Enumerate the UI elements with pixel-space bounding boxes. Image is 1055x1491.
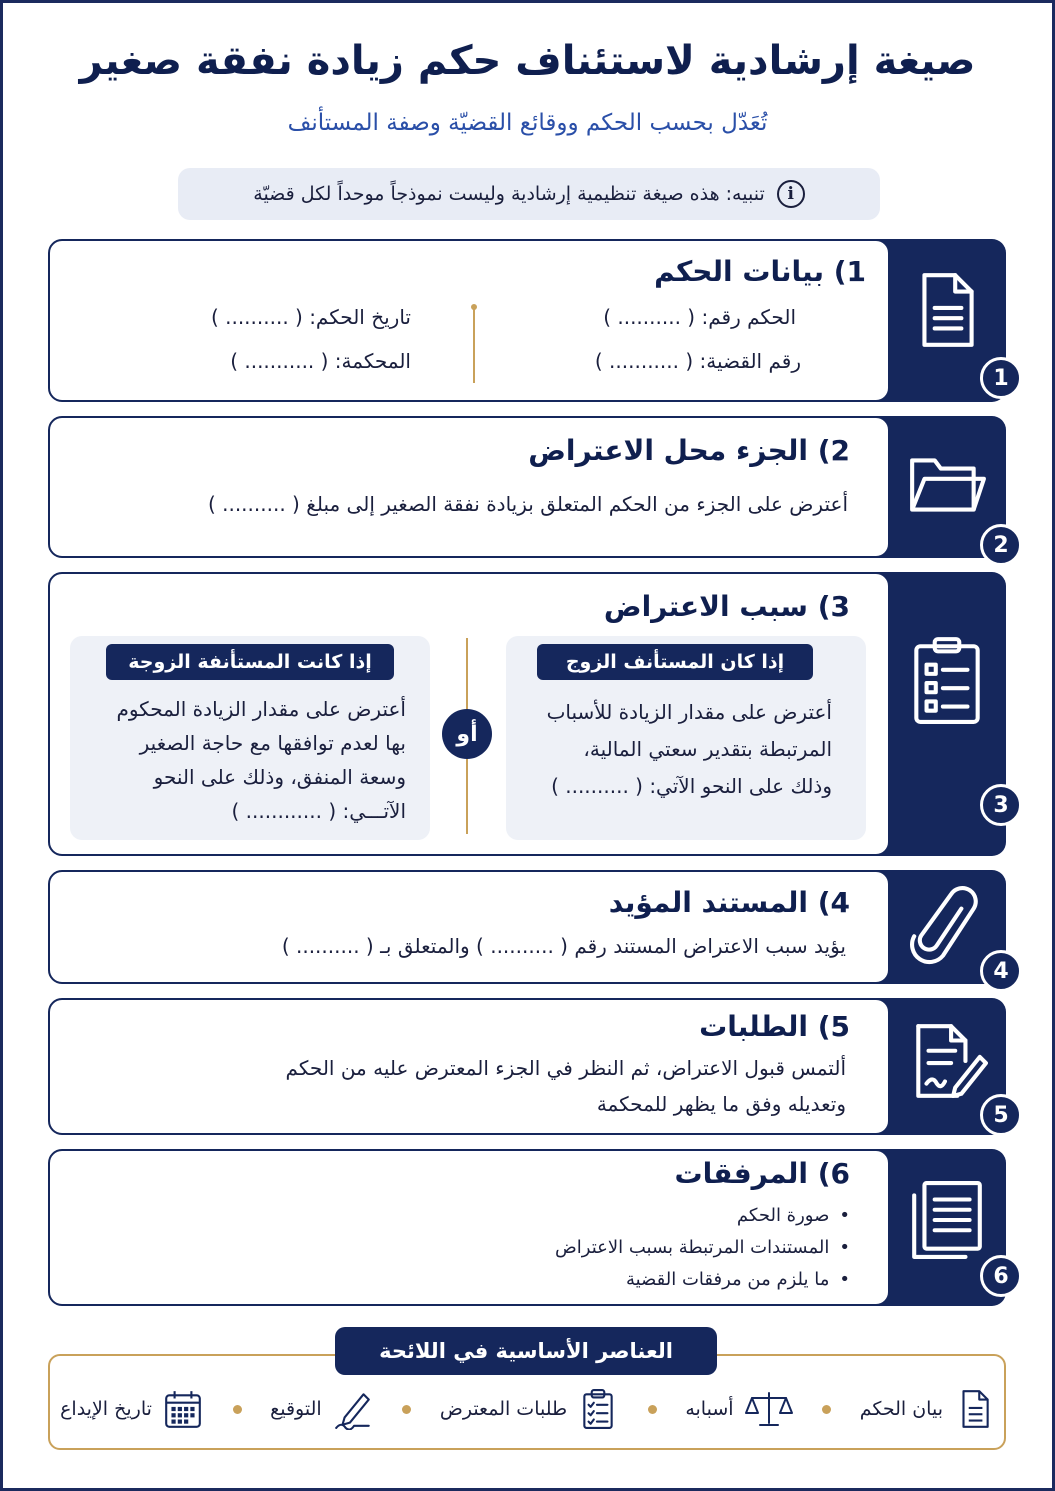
section-judgment-data	[48, 239, 1009, 402]
key-element-reasons	[685, 1388, 793, 1430]
section-title: 5) الطلبات	[699, 1010, 850, 1043]
husband-label: إذا كان المستأنف الزوج	[537, 644, 813, 680]
calendar-icon	[162, 1388, 204, 1430]
signature-pen-icon	[332, 1388, 374, 1430]
key-element-signature	[270, 1388, 374, 1430]
supporting-document-text: يؤيد سبب الاعتراض المستند رقم ( .......... ) والمتعلق بـ ( .......... )	[281, 934, 846, 958]
or-badge: أو	[442, 709, 492, 759]
section-number-badge: 6	[980, 1255, 1022, 1297]
list-item: • صورة الحكم	[555, 1199, 850, 1231]
key-elements-list	[60, 1386, 995, 1432]
section-number-badge: 5	[980, 1094, 1022, 1136]
notice-text: تنبيه: هذه صيغة تنظيمية إرشادية وليست نموذجاً موحداً لكل قضيّة	[253, 183, 765, 205]
section-title: 1) بيانات الحكم	[654, 255, 866, 288]
page-subtitle: تُعَدّل بحسب الحكم ووقائع القضيّة وصفة المستأنف	[287, 110, 768, 136]
documents-stack-icon	[906, 1179, 988, 1261]
document-icon	[953, 1388, 995, 1430]
wife-label: إذا كانت المستأنفة الزوجة	[106, 644, 394, 680]
column-divider	[473, 309, 475, 383]
paperclip-icon	[906, 884, 988, 966]
section-attachments	[48, 1149, 1009, 1306]
husband-text: أعترض على مقدار الزيادة للأسباب المرتبطة بتقدير سعتي المالية، وذلك على النحو الآتي: ( .......... )	[546, 700, 832, 798]
section-supporting-document	[48, 870, 1009, 984]
section-objection-reason	[48, 572, 1009, 856]
key-element-label: أسبابه	[685, 1398, 734, 1420]
key-element-requests	[440, 1388, 619, 1430]
section-number-badge: 2	[980, 524, 1022, 566]
info-icon: i	[777, 180, 805, 208]
section-number-badge: 1	[980, 357, 1022, 399]
court-field: المحكمة: ( ........... )	[230, 349, 411, 373]
page-title: صيغة إرشادية لاستئناف حكم زيادة نفقة صغير	[79, 38, 976, 84]
key-element-label: بيان الحكم	[859, 1398, 943, 1420]
key-element-label: التوقيع	[270, 1398, 322, 1420]
husband-card	[506, 636, 866, 840]
section-title: 6) المرفقات	[674, 1157, 850, 1190]
clipboard-icon	[906, 634, 988, 726]
requests-line-2: وتعديله وفق ما يظهر للمحكمة	[596, 1092, 846, 1116]
key-element-label: تاريخ الإيداع	[60, 1398, 152, 1420]
section-requests	[48, 998, 1009, 1135]
key-element-filing-date	[60, 1388, 204, 1430]
section-number-badge: 3	[980, 784, 1022, 826]
section-title: 4) المستند المؤيد	[608, 886, 850, 919]
key-element-label: طلبات المعترض	[439, 1398, 568, 1420]
contested-part-text: أعترض على الجزء من الحكم المتعلق بزيادة نفقة الصغير إلى مبلغ ( .......... )	[207, 492, 848, 516]
scales-icon	[744, 1388, 794, 1430]
checklist-icon	[577, 1388, 619, 1430]
section-title: 2) الجزء محل الاعتراض	[528, 434, 850, 467]
wife-text: أعترض على مقدار الزيادة المحكوم بها لعدم توافقها مع حاجة الصغير وسعة المنفق، وذلك على النحو الآتـــي: ( ............ )	[116, 697, 406, 823]
list-item: • ما يلزم من مرفقات القضية	[555, 1263, 850, 1295]
requests-line-1: ألتمس قبول الاعتراض، ثم النظر في الجزء المعترض عليه من الحكم	[285, 1056, 846, 1080]
document-icon	[906, 269, 988, 351]
notice-banner	[178, 168, 880, 220]
judgment-number-field: الحكم رقم: ( .......... )	[603, 305, 796, 329]
key-elements-title: العناصر الأساسية في اللائحة	[335, 1327, 717, 1375]
section-title: 3) سبب الاعتراض	[603, 590, 850, 623]
document-pen-icon	[906, 1020, 988, 1102]
case-number-field: رقم القضية: ( ........... )	[594, 349, 801, 373]
section-number-badge: 4	[980, 950, 1022, 992]
list-item: • المستندات المرتبطة بسبب الاعتراض	[555, 1231, 850, 1263]
wife-card	[70, 636, 430, 840]
key-element-judgment	[860, 1388, 995, 1430]
attachments-list	[555, 1199, 850, 1295]
folder-icon	[906, 444, 988, 526]
section-contested-part	[48, 416, 1009, 558]
judgment-date-field: تاريخ الحكم: ( .......... )	[210, 305, 411, 329]
